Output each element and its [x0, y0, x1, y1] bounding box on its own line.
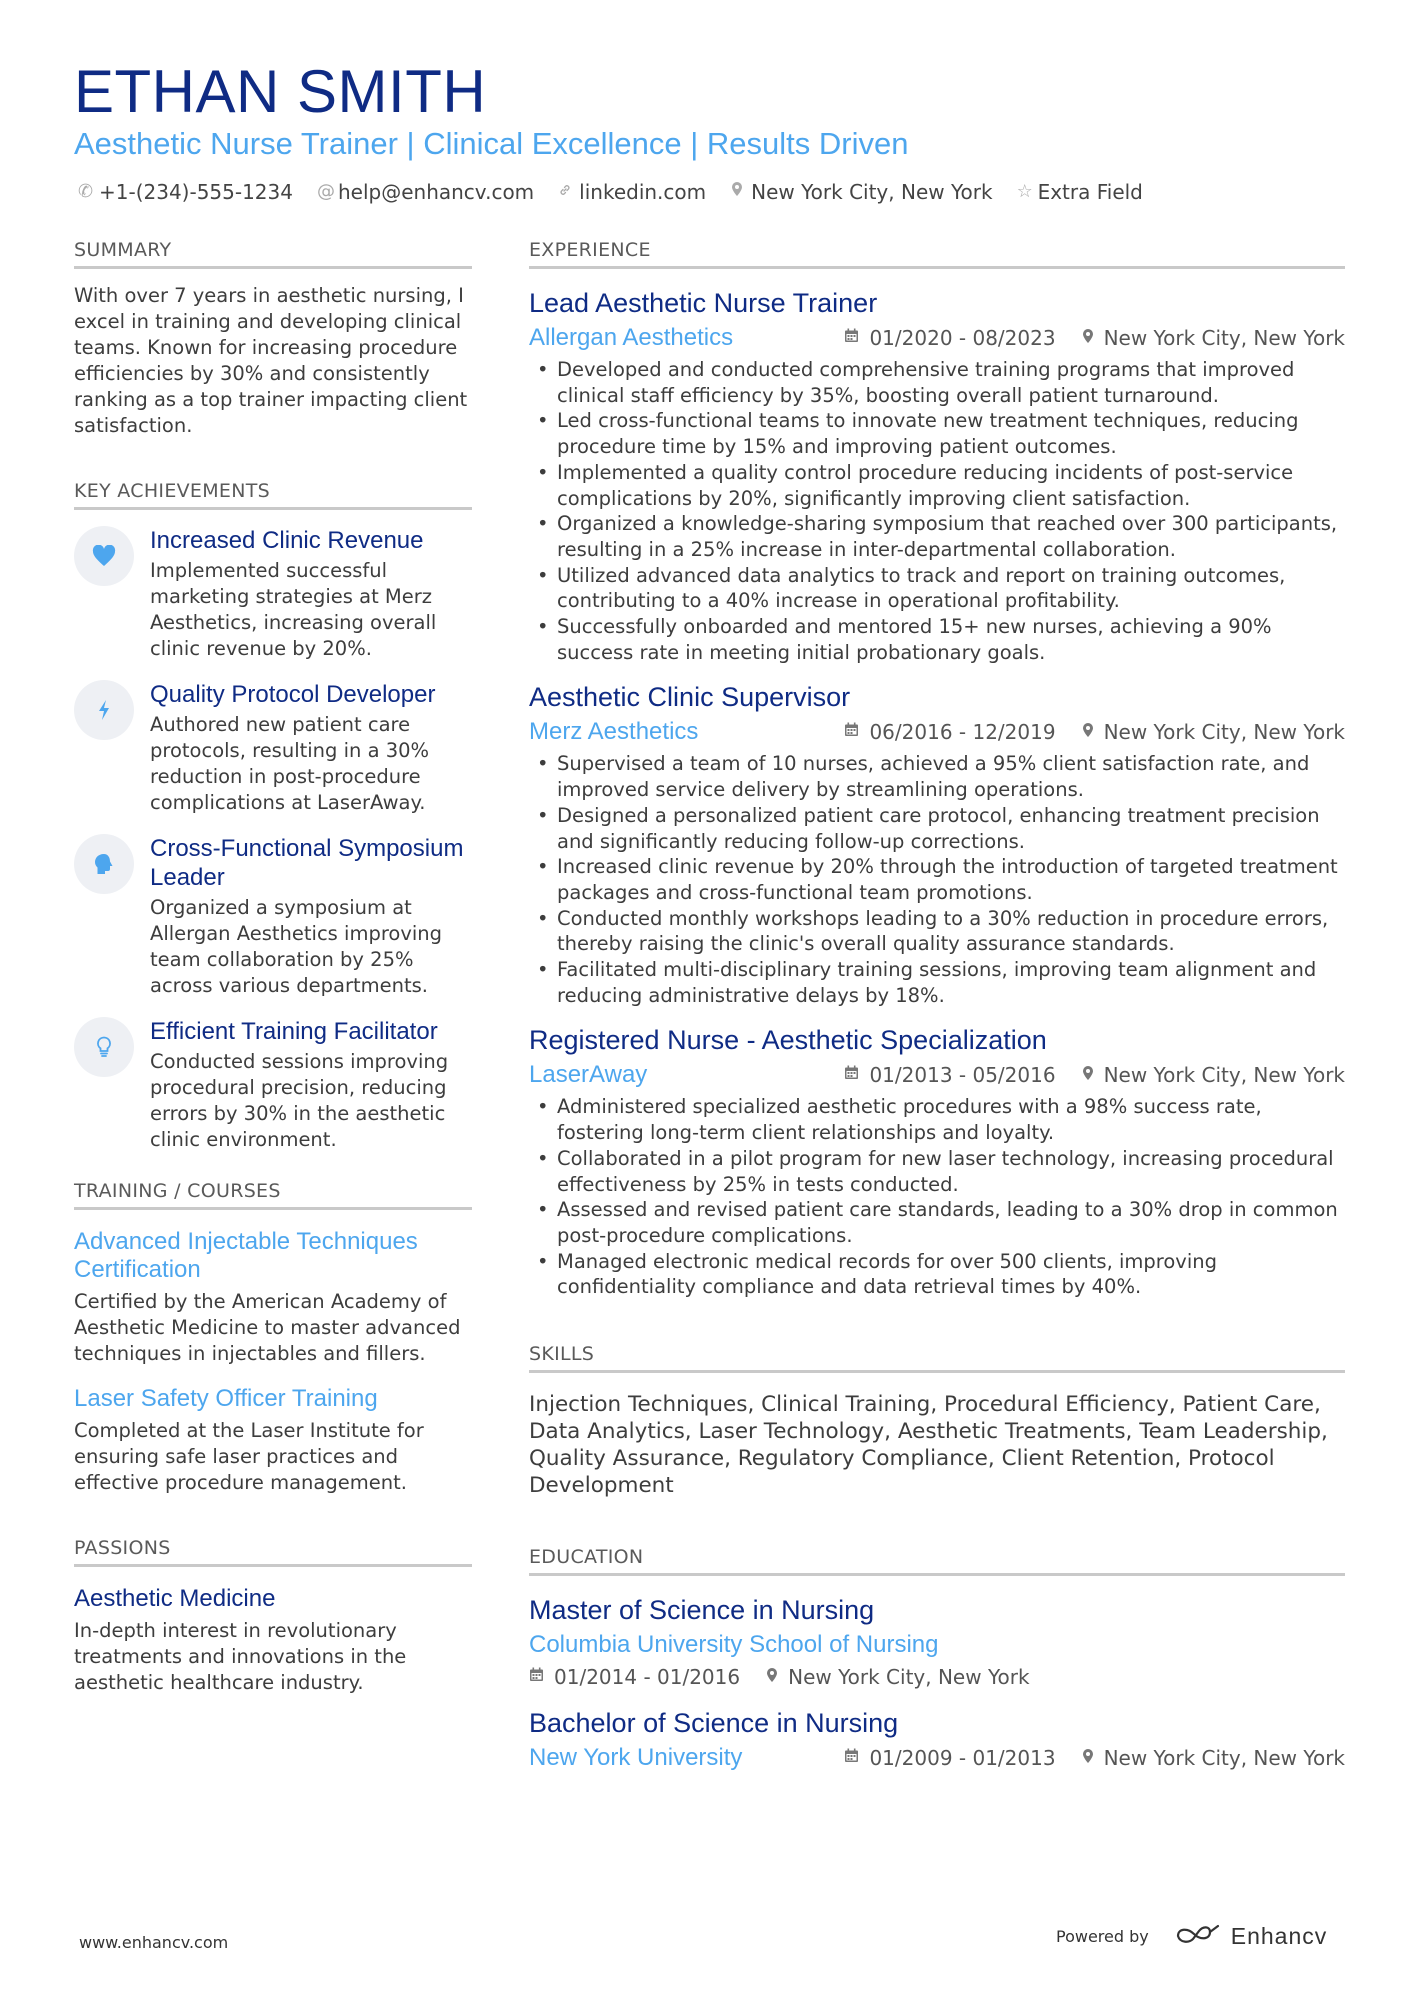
- school-name: New York University: [529, 1744, 743, 1772]
- candidate-name: ETHAN SMITH: [74, 58, 487, 125]
- achievement-title: Cross-Functional Symposium Leader: [150, 835, 464, 891]
- enhancv-logo-icon: [1175, 1922, 1221, 1950]
- company-name: Allergan Aesthetics: [529, 324, 734, 351]
- experience-section: [529, 238, 1345, 1300]
- bullet-item: • Collaborated in a pilot program for new laser technology, increasing procedural effectiveness by 25% in tests conducted.: [529, 1146, 1345, 1197]
- star-icon: ☆: [1016, 181, 1033, 202]
- job-dates-text: 01/2020 - 08/2023: [869, 326, 1056, 350]
- skills-heading: SKILLS: [529, 1342, 1345, 1373]
- company-name: Merz Aesthetics: [529, 718, 699, 746]
- course-title: Laser Safety Officer Training: [74, 1385, 378, 1412]
- job-entry: [529, 1024, 1345, 1300]
- course-text: Completed at the Laser Institute for ensuring safe laser practices and effective procedure management.: [74, 1419, 424, 1494]
- contact-location: [730, 180, 992, 204]
- job-location-text: New York City, New York: [1103, 326, 1345, 350]
- job-location-text: New York City, New York: [1103, 720, 1345, 745]
- calendar-icon: [844, 1748, 859, 1768]
- calendar-icon: [844, 328, 859, 348]
- education-location-text: New York City, New York: [788, 1665, 1030, 1690]
- bullet-item: • Assessed and revised patient care standards, leading to a 30% drop in common post-procedure complications.: [529, 1197, 1345, 1248]
- achievements-section: [74, 479, 472, 1153]
- job-bullets: [529, 357, 1345, 665]
- education-location: [1082, 1746, 1345, 1770]
- job-meta: [529, 717, 1345, 747]
- achievements-heading: KEY ACHIEVEMENTS: [74, 479, 472, 510]
- education-heading: EDUCATION: [529, 1545, 1345, 1576]
- degree-title: Master of Science in Nursing: [529, 1595, 875, 1626]
- job-bullets: [529, 751, 1345, 1008]
- calendar-icon: [844, 722, 859, 742]
- achievement-text: Organized a symposium at Allergan Aesthetics improving team collaboration by 25% across various departments.: [150, 896, 443, 997]
- education-location-text: New York City, New York: [1103, 1746, 1345, 1771]
- achievement-title: Quality Protocol Developer: [150, 681, 436, 708]
- job-dates-location: [844, 326, 1345, 350]
- location-icon: [1082, 1748, 1094, 1769]
- education-entry: [529, 1594, 1345, 1689]
- achievement-text: Authored new patient care protocols, resulting in a 30% reduction in post-procedure complications at LaserAway.: [150, 713, 430, 814]
- job-location-text: New York City, New York: [1103, 1063, 1345, 1088]
- bullet-item: • Successfully onboarded and mentored 15+ new nurses, achieving a 90% success rate in meeting initial probationary goals.: [529, 614, 1345, 665]
- left-column: [74, 238, 472, 1696]
- lightbulb-icon: [74, 1017, 134, 1077]
- contact-linkedin[interactable]: [558, 180, 706, 204]
- course-item: [74, 1228, 472, 1367]
- job-dates-text: 06/2016 - 12/2019: [869, 720, 1056, 745]
- bullet-item: • Organized a knowledge-sharing symposium that reached over 300 participants, resulting in a 25% increase in inter-departmental collaboration.: [529, 511, 1345, 562]
- education-dates-text: 01/2014 - 01/2016: [554, 1665, 741, 1690]
- education-dates: [844, 1746, 1055, 1770]
- passions-section: [74, 1536, 472, 1696]
- job-location: [1082, 326, 1345, 350]
- phone-icon: ✆: [78, 181, 94, 202]
- passions-heading: PASSIONS: [74, 1536, 472, 1567]
- achievement-text: Implemented successful marketing strategies at Merz Aesthetics, increasing overall clinic revenue by 20%.: [150, 559, 437, 660]
- bullet-item: • Developed and conducted comprehensive training programs that improved clinical staff efficiency by 35%, boosting overall patient turnaround.: [529, 357, 1345, 408]
- job-dates-location: [844, 1063, 1345, 1087]
- summary-section: [74, 238, 472, 439]
- experience-heading: EXPERIENCE: [529, 238, 1345, 269]
- contact-linkedin-text: linkedin.com: [579, 180, 707, 204]
- job-bullets: [529, 1094, 1345, 1300]
- bullet-item: • Increased clinic revenue by 20% through the introduction of targeted treatment packages and cross-functional team promotions.: [529, 854, 1345, 905]
- footer-branding[interactable]: [1056, 1922, 1327, 1950]
- head-icon: [74, 834, 134, 894]
- contact-extra-text: Extra Field: [1037, 180, 1143, 204]
- right-column: [529, 238, 1345, 1791]
- footer-website[interactable]: www.enhancv.com: [79, 1933, 229, 1952]
- contact-email[interactable]: [317, 180, 534, 204]
- bullet-item: • Managed electronic medical records for over 500 clients, improving confidentiality compliance and data retrieval times by 40%.: [529, 1249, 1345, 1300]
- location-icon: [730, 180, 744, 204]
- job-title: Registered Nurse - Aesthetic Specialization: [529, 1025, 1047, 1056]
- job-dates-text: 01/2013 - 05/2016: [869, 1063, 1056, 1088]
- passion-title: Aesthetic Medicine: [74, 1585, 276, 1612]
- job-dates-location: [844, 720, 1345, 744]
- summary-heading: SUMMARY: [74, 238, 472, 269]
- education-meta: [529, 1743, 1345, 1773]
- contact-location-text: New York City, New York: [751, 180, 993, 204]
- heart-icon: [74, 526, 134, 586]
- achievement-item: [74, 680, 472, 816]
- contact-email-text: help@enhancv.com: [337, 180, 535, 204]
- headline: Aesthetic Nurse Trainer | Clinical Excellence | Results Driven: [74, 126, 909, 161]
- education-section: [529, 1545, 1345, 1773]
- achievement-item: [74, 526, 472, 662]
- job-meta: [529, 1060, 1345, 1090]
- location-icon: [1082, 1065, 1094, 1086]
- bullet-item: • Administered specialized aesthetic procedures with a 98% success rate, fostering long-term client relationships and loyalty.: [529, 1094, 1345, 1145]
- powered-by-label: Powered by: [1056, 1926, 1149, 1946]
- skills-section: [529, 1342, 1345, 1499]
- contact-phone[interactable]: [78, 180, 293, 204]
- brand-name: Enhancv: [1230, 1922, 1328, 1949]
- job-dates: [844, 326, 1055, 350]
- job-location: [1082, 1063, 1345, 1087]
- link-icon: [558, 180, 572, 204]
- company-name: LaserAway: [529, 1061, 648, 1089]
- bullet-item: • Supervised a team of 10 nurses, achieved a 95% client satisfaction rate, and improved service delivery by streamlining operations.: [529, 751, 1345, 802]
- education-meta: [529, 1665, 1345, 1689]
- education-dates-text: 01/2009 - 01/2013: [869, 1746, 1056, 1771]
- course-text: Certified by the American Academy of Aesthetic Medicine to master advanced techniques in injectables and fillers.: [74, 1290, 461, 1365]
- contact-phone-text: +1-(234)-555-1234: [99, 180, 293, 204]
- bullet-item: • Led cross-functional teams to innovate new treatment techniques, reducing procedure time by 15% and improving patient outcomes.: [529, 408, 1345, 459]
- calendar-icon: [529, 1667, 544, 1687]
- location-icon: [766, 1667, 778, 1688]
- school-name: Columbia University School of Nursing: [529, 1631, 939, 1659]
- bullet-item: • Facilitated multi-disciplinary training sessions, improving team alignment and reducing administrative delays by 18%.: [529, 957, 1345, 1008]
- job-meta: [529, 323, 1345, 353]
- passion-item: [74, 1585, 472, 1696]
- job-title: Aesthetic Clinic Supervisor: [529, 682, 851, 713]
- contact-bar: [78, 180, 1167, 204]
- contact-extra: [1017, 180, 1143, 204]
- training-section: [74, 1179, 472, 1496]
- summary-text: With over 7 years in aesthetic nursing, I excel in training and developing clinical teams. Known for increasing procedure efficiencies by 30% and consistently ranking as a top trainer impacting client satisfaction.: [74, 284, 468, 437]
- job-location: [1082, 720, 1345, 744]
- bullet-item: • Implemented a quality control procedure reducing incidents of post-service complications by 20%, significantly improving client satisfaction.: [529, 460, 1345, 511]
- education-dates: [529, 1665, 740, 1689]
- course-title: Advanced Injectable Techniques Certification: [74, 1228, 418, 1283]
- passion-text: In-depth interest in revolutionary treatments and innovations in the aesthetic healthcare industry.: [74, 1619, 407, 1694]
- achievement-title: Increased Clinic Revenue: [150, 527, 424, 554]
- location-icon: [1082, 722, 1094, 743]
- achievement-item: [74, 1017, 472, 1153]
- education-dates-location: [844, 1746, 1345, 1770]
- job-entry: [529, 681, 1345, 1008]
- bullet-item: • Utilized advanced data analytics to track and report on training outcomes, contributing to a 40% increase in operational profitability.: [529, 563, 1345, 614]
- achievement-text: Conducted sessions improving procedural precision, reducing errors by 30% in the aesthetic clinic environment.: [150, 1050, 449, 1151]
- skills-text: Injection Techniques, Clinical Training, Procedural Efficiency, Patient Care, Data Analytics, Laser Technology, Aesthetic Treatments, Team Leadership, Quality Assurance, Regulatory Compliance, Client Retention, Protocol Development: [529, 1392, 1328, 1499]
- education-entry: [529, 1707, 1345, 1773]
- at-icon: @: [316, 181, 335, 202]
- course-item: [74, 1385, 472, 1496]
- job-dates: [844, 1063, 1055, 1087]
- education-location: [766, 1665, 1029, 1689]
- achievement-item: [74, 834, 472, 999]
- degree-title: Bachelor of Science in Nursing: [529, 1708, 899, 1739]
- job-entry: [529, 287, 1345, 665]
- achievement-title: Efficient Training Facilitator: [150, 1018, 438, 1045]
- training-heading: TRAINING / COURSES: [74, 1179, 472, 1210]
- job-dates: [844, 720, 1055, 744]
- bullet-item: • Conducted monthly workshops leading to a 30% reduction in procedure errors, thereby raising the clinic's overall quality assurance standards.: [529, 906, 1345, 957]
- job-title: Lead Aesthetic Nurse Trainer: [529, 288, 878, 318]
- lightning-icon: [74, 680, 134, 740]
- bullet-item: • Designed a personalized patient care protocol, enhancing treatment precision and significantly reducing follow-up corrections.: [529, 803, 1345, 854]
- calendar-icon: [844, 1065, 859, 1085]
- location-icon: [1082, 328, 1094, 349]
